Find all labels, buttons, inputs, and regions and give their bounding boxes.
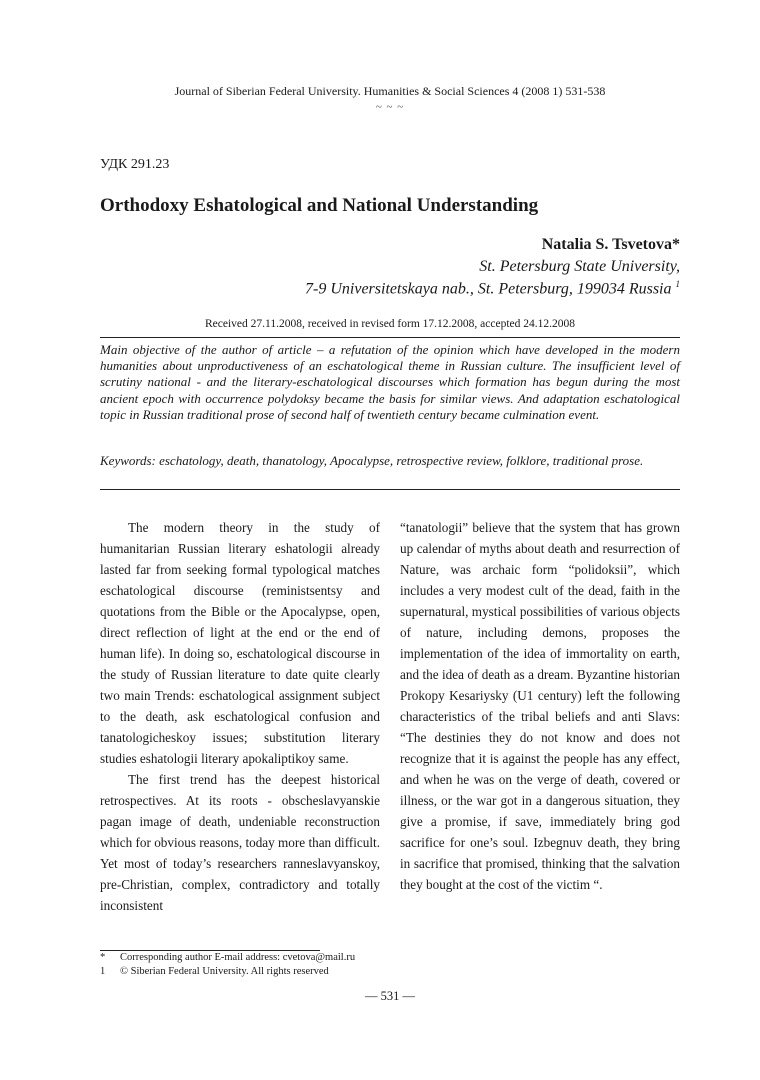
body-paragraph: The first trend has the deepest historical retrospectives. At its roots - obscheslavyanskie pagan image of death, undeniable reconstruction which for obvious reasons, today more than difficult. Yet most of today’s researchers ranneslavyanskoy, pre-Christian, complex, contradictory and totally inconsistent — [100, 772, 380, 913]
udk-code: УДК 291.23 — [100, 157, 170, 172]
abstract — [100, 342, 680, 423]
received-dates: Received 27.11.2008, received in revised form 17.12.2008, accepted 24.12.2008 — [204, 318, 576, 330]
footnote-mark: * — [100, 952, 106, 963]
body-column-right — [400, 517, 680, 895]
page-number: — 531 — — [365, 989, 415, 1003]
keywords: Keywords: eschatology, death, thanatology, Apocalypse, retrospective review, folklore, traditional prose. — [100, 453, 644, 468]
footnote-text: Corresponding author E-mail address: cvetova@mail.ru — [120, 952, 356, 963]
affiliation-note-mark: 1 — [675, 279, 680, 289]
body-column-left — [100, 517, 380, 916]
abstract-bottom-rule — [100, 489, 680, 490]
affiliation-line-2 — [305, 279, 680, 298]
journal-header: Journal of Siberian Federal University. Humanities & Social Sciences 4 (2008 1) 531-538 — [174, 84, 606, 98]
footnote-mark: 1 — [100, 966, 106, 977]
affiliation-address: 7-9 Universitetskaya nab., St. Petersburg, 199034 Russia — [305, 280, 672, 298]
footnote-text: © Siberian Federal University. All rights reserved — [120, 966, 329, 977]
abstract-text: Main objective of the author of article – a refutation of the opinion which have developed in the modern humanities about unproductiveness of an eschatological theme in Russian culture. The insufficient level of scrutiny national - and the literary-eschatological discourses which formation has begun during the most ancient epoch with occurrence polydoksy became the basis for similar views. And adaptation eschatological topic in Russian traditional prose of second half of twentieth century became culmination event. — [100, 342, 680, 422]
footnote — [100, 952, 355, 963]
abstract-top-rule — [100, 337, 680, 338]
body-paragraph: “tanatologii” believe that the system that has grown up calendar of myths about death and resurrection of Nature, was archaic form “polidoksii”, which includes a very modest cult of the dead, faith in the supernatural, mystical possibilities of various objects of nature, including demons, proposes the implementation of the idea of immortality on earth, and the idea of death as a dream. Byzantine historian Prokopy Kesariysky (U1 century) left the following characteristics of the tribal beliefs and anti Slavs: “The destinies they do not know and does not recognize that it is against the people has any effect, and when he was on the verge of death, covered or illness, or the war got in a dangerous situation, they give a promise, if save, immediately bring god sacrifice for one’s soul. Izbegnuv death, they bring in sacrifice that promised, thinking that the salvation they bought at the cost of the victim “. — [400, 520, 680, 892]
author-name: Natalia S. Tsvetova* — [541, 236, 680, 253]
affiliation-line-1: St. Petersburg State University, — [479, 258, 680, 275]
body-paragraph: The modern theory in the study of humanitarian Russian literary eshatologii already lasted far from seeking formal typological matches eschatological discourse (reministsentsy and quotations from the Bible or the Apocalypse, open, direct reflection of light at the end or the end of human life). In doing so, eschatological discourse in the study of Russian literature to date quite clearly two main Trends: eschatological assignment subject to the death, ask eschatological confusion and tanatologicheskoy issues; substitution literary studies eshatologii literary apokaliptikoy same. — [100, 520, 380, 766]
footnote — [100, 966, 329, 977]
footnote-rule — [100, 950, 320, 951]
article-title: Orthodoxy Eshatological and National Understanding — [100, 195, 539, 216]
header-divider: ~ ~ ~ — [375, 101, 405, 113]
